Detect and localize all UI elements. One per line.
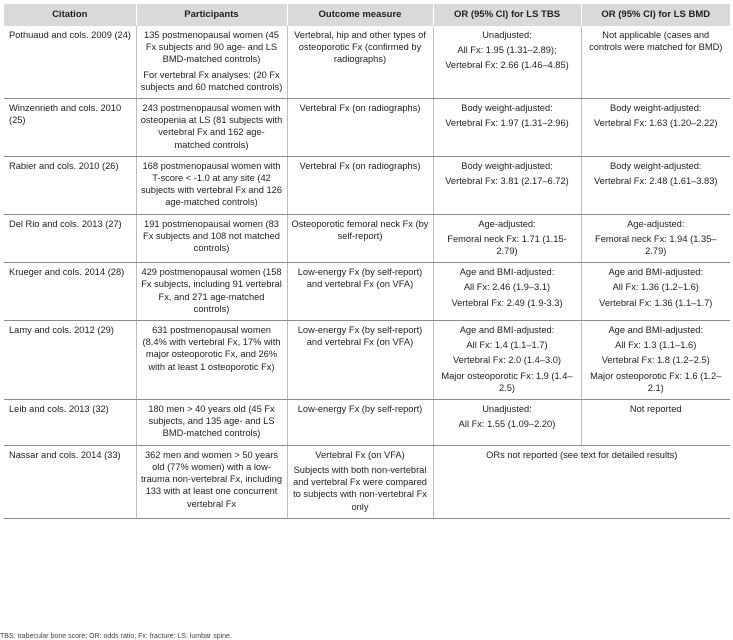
table-body bbox=[4, 26, 730, 518]
cell-outcome-measure bbox=[287, 400, 433, 446]
cell-or-ls-tbs-line: Vertebral Fx: 2.66 (1.46–4.85) bbox=[445, 60, 569, 71]
header-participants: Participants bbox=[136, 4, 287, 26]
cell-outcome-measure-line: Subjects with both non-vertebral and vertebral Fx were compared to subjects with non-vertebral Fx only bbox=[293, 464, 427, 512]
cell-or-ls-bmd-line: Vertebral Fx: 2.48 (1.61–3.83) bbox=[593, 176, 718, 187]
cell-participants bbox=[136, 156, 287, 214]
cell-or-ls-tbs bbox=[433, 321, 581, 400]
cell-or-ls-tbs-line: All Fx: 1.55 (1.09–2.20) bbox=[458, 419, 556, 430]
header-or-ls-bmd: OR (95% CI) for LS BMD bbox=[581, 4, 730, 26]
table-row bbox=[4, 156, 730, 214]
cell-or-ls-bmd bbox=[581, 26, 730, 99]
cell-participants-line: 362 men and women > 50 years old (77% women) with a low-trauma non-vertebral Fx, including 133 with at least one concurrent vertebral Fx bbox=[140, 449, 283, 509]
cell-citation: Leib and cols. 2013 (32) bbox=[4, 400, 136, 446]
cell-or-ls-tbs-line: Vertebral Fx: 2.0 (1.4–3.0) bbox=[452, 355, 561, 366]
cell-or-ls-tbs-line: Unadjusted: bbox=[482, 404, 532, 415]
cell-citation: Rabier and cols. 2010 (26) bbox=[4, 156, 136, 214]
cell-citation: Lamy and cols. 2012 (29) bbox=[4, 321, 136, 400]
cell-or-ls-bmd-line: Body weight-adjusted: bbox=[610, 103, 702, 114]
cell-outcome-measure-line: Vertebral Fx (on radiographs) bbox=[299, 160, 421, 171]
cell-or-ls-bmd-line: All Fx: 1.3 (1.1–1.6) bbox=[615, 340, 697, 351]
cell-citation: Krueger and cols. 2014 (28) bbox=[4, 263, 136, 321]
cell-outcome-measure-line: Vertebral Fx (on VFA) bbox=[315, 449, 405, 460]
or-summary-table bbox=[4, 4, 730, 519]
cell-or-ls-tbs bbox=[433, 99, 581, 157]
cell-participants-line: 243 postmenopausal women with osteopenia at LS (81 subjects with vertebral Fx and 162 age-matched controls) bbox=[140, 103, 283, 150]
cell-or-ls-bmd-line: Major osteoporotic Fx: 1.6 (1.2–2.1) bbox=[590, 370, 722, 393]
cell-or-ls-bmd-line: Age and BMI-adjusted: bbox=[608, 325, 704, 336]
cell-or-ls-tbs-line: Unadjusted: bbox=[482, 30, 532, 40]
cell-or-ls-bmd bbox=[581, 263, 730, 321]
cell-or-ls-bmd bbox=[581, 400, 730, 446]
table-row bbox=[4, 445, 730, 518]
cell-or-ls-bmd bbox=[581, 99, 730, 157]
table-row bbox=[4, 321, 730, 400]
cell-participants bbox=[136, 214, 287, 263]
cell-or-ls-tbs-line: All Fx: 2.46 (1.9–3.1) bbox=[463, 282, 551, 293]
cell-citation: Del Rio and cols. 2013 (27) bbox=[4, 214, 136, 263]
cell-or-ls-bmd-line: All Fx: 1.36 (1.2–1.6) bbox=[612, 282, 699, 293]
cell-or-ls-tbs-line: Body weight-adjusted: bbox=[461, 103, 553, 114]
cell-outcome-measure-line: Osteoporotic femoral neck Fx (by self-report) bbox=[291, 218, 429, 241]
cell-participants-line: 135 postmenopausal women (45 Fx subjects and 90 age- and LS BMD-matched controls) bbox=[144, 30, 279, 65]
cell-or-ls-bmd bbox=[581, 321, 730, 400]
header-row bbox=[4, 4, 730, 26]
cell-outcome-measure-line: Low-energy Fx (by self-report) and vertebral Fx (on VFA) bbox=[297, 267, 423, 290]
cell-participants bbox=[136, 26, 287, 99]
cell-participants-line: 168 postmenopausal women with T-score < -1.0 at any site (42 subjects with vertebral Fx and 126 age-matched controls) bbox=[140, 160, 283, 208]
table-row bbox=[4, 26, 730, 99]
cell-outcome-measure-line: Vertebral, hip and other types of osteoporotic Fx (confirmed by radiographs) bbox=[294, 30, 426, 65]
cell-citation: Winzenrieth and cols. 2010 (25) bbox=[4, 99, 136, 157]
cell-or-ls-bmd-line: Age-adjusted: bbox=[627, 218, 685, 229]
cell-outcome-measure bbox=[287, 321, 433, 400]
header-citation: Citation bbox=[4, 4, 136, 26]
cell-or-ls-bmd bbox=[581, 156, 730, 214]
cell-or-ls-tbs-line: Age and BMI-adjusted: bbox=[459, 267, 555, 278]
cell-outcome-measure bbox=[287, 214, 433, 263]
cell-participants-line: 631 postmenopausal women (8.4% with vertebral Fx, 17% with major osteoporotic Fx, and 26% with at least 1 osteoporotic Fx) bbox=[142, 325, 281, 372]
cell-or-ls-bmd-line: Not reported bbox=[629, 404, 682, 415]
cell-participants-line: 429 postmenopausal women (158 Fx subjects, including 91 vertebral Fx, and 271 age-matched controls) bbox=[141, 267, 282, 314]
cell-or-ls-tbs-line: All Fx: 1.95 (1.31–2.89); bbox=[457, 45, 557, 56]
cell-or-ls-tbs-line: Vertebral Fx: 1.97 (1.31–2.96) bbox=[445, 118, 569, 129]
cell-or-ls-tbs-line: Vertebral Fx: 3.81 (2.17–6.72) bbox=[445, 176, 569, 187]
cell-or-merged: ORs not reported (see text for detailed results) bbox=[433, 445, 730, 518]
cell-participants bbox=[136, 99, 287, 157]
cell-or-ls-bmd-line: Vertebral Fx: 1.63 (1.20–2.22) bbox=[593, 118, 718, 129]
cell-citation: Nassar and cols. 2014 (33) bbox=[4, 445, 136, 518]
cell-participants-line: 180 men > 40 years old (45 Fx subjects, and 135 age- and LS BMD-matched controls) bbox=[148, 404, 275, 439]
table-row bbox=[4, 214, 730, 263]
table-header bbox=[4, 4, 730, 26]
cell-or-ls-tbs-line: Body weight-adjusted: bbox=[461, 160, 553, 171]
cell-outcome-measure bbox=[287, 445, 433, 518]
cell-or-ls-bmd-line: Femoral neck Fx: 1.94 (1.35–2.79) bbox=[595, 233, 717, 257]
table-footnote: TBS: trabecular bone score; OR: odds ratio; Fx: fracture; LS: lumbar spine. bbox=[0, 633, 232, 640]
cell-participants-line: For vertebral Fx analyses: (20 Fx subjects and 60 matched controls) bbox=[140, 69, 283, 92]
cell-or-ls-bmd bbox=[581, 214, 730, 263]
table-row bbox=[4, 99, 730, 157]
cell-outcome-measure bbox=[287, 263, 433, 321]
cell-or-ls-tbs bbox=[433, 263, 581, 321]
cell-outcome-measure-line: Low-energy Fx (by self-report) bbox=[297, 404, 423, 415]
table-row bbox=[4, 263, 730, 321]
cell-citation: Pothuaud and cols. 2009 (24) bbox=[4, 26, 136, 99]
cell-participants bbox=[136, 321, 287, 400]
cell-or-ls-tbs-line: Femoral neck Fx: 1.71 (1.15-2.79) bbox=[447, 233, 567, 257]
cell-outcome-measure-line: Low-energy Fx (by self-report) and vertebral Fx (on VFA) bbox=[297, 325, 423, 348]
cell-outcome-measure-line: Vertebral Fx (on radiographs) bbox=[299, 103, 421, 114]
cell-outcome-measure bbox=[287, 156, 433, 214]
header-outcome-measure: Outcome measure bbox=[287, 4, 433, 26]
header-or-ls-tbs: OR (95% CI) for LS TBS bbox=[433, 4, 581, 26]
cell-or-ls-tbs-line: Vertebral Fx: 2.49 (1.9-3.3) bbox=[451, 297, 563, 308]
cell-outcome-measure bbox=[287, 26, 433, 99]
cell-participants-line: 191 postmenopausal women (83 Fx subjects and 108 not matched controls) bbox=[143, 218, 280, 254]
cell-or-ls-tbs-line: Major osteoporotic Fx: 1.9 (1.4–2.5) bbox=[441, 370, 573, 393]
cell-participants bbox=[136, 400, 287, 446]
cell-or-ls-bmd-line: Vertebral Fx: 1.8 (1.2–2.5) bbox=[601, 355, 710, 366]
cell-or-ls-tbs bbox=[433, 26, 581, 99]
cell-or-ls-bmd-line: Not applicable (cases and controls were matched for BMD) bbox=[589, 30, 723, 53]
cell-or-ls-tbs bbox=[433, 156, 581, 214]
cell-or-ls-tbs-line: Age-adjusted: bbox=[478, 218, 536, 229]
cell-participants bbox=[136, 263, 287, 321]
cell-outcome-measure bbox=[287, 99, 433, 157]
cell-or-ls-bmd-line: Body weight-adjusted: bbox=[610, 160, 702, 171]
cell-participants bbox=[136, 445, 287, 518]
table-row bbox=[4, 400, 730, 446]
cell-or-ls-tbs-line: Age and BMI-adjusted: bbox=[459, 325, 555, 336]
cell-or-ls-tbs bbox=[433, 214, 581, 263]
cell-or-ls-tbs bbox=[433, 400, 581, 446]
cell-or-ls-bmd-line: Age and BMI-adjusted: bbox=[608, 267, 704, 278]
cell-or-ls-bmd-line: Vertebral Fx: 1.36 (1.1–1.7) bbox=[599, 297, 713, 308]
cell-or-ls-tbs-line: All Fx: 1.4 (1.1–1.7) bbox=[466, 340, 548, 351]
